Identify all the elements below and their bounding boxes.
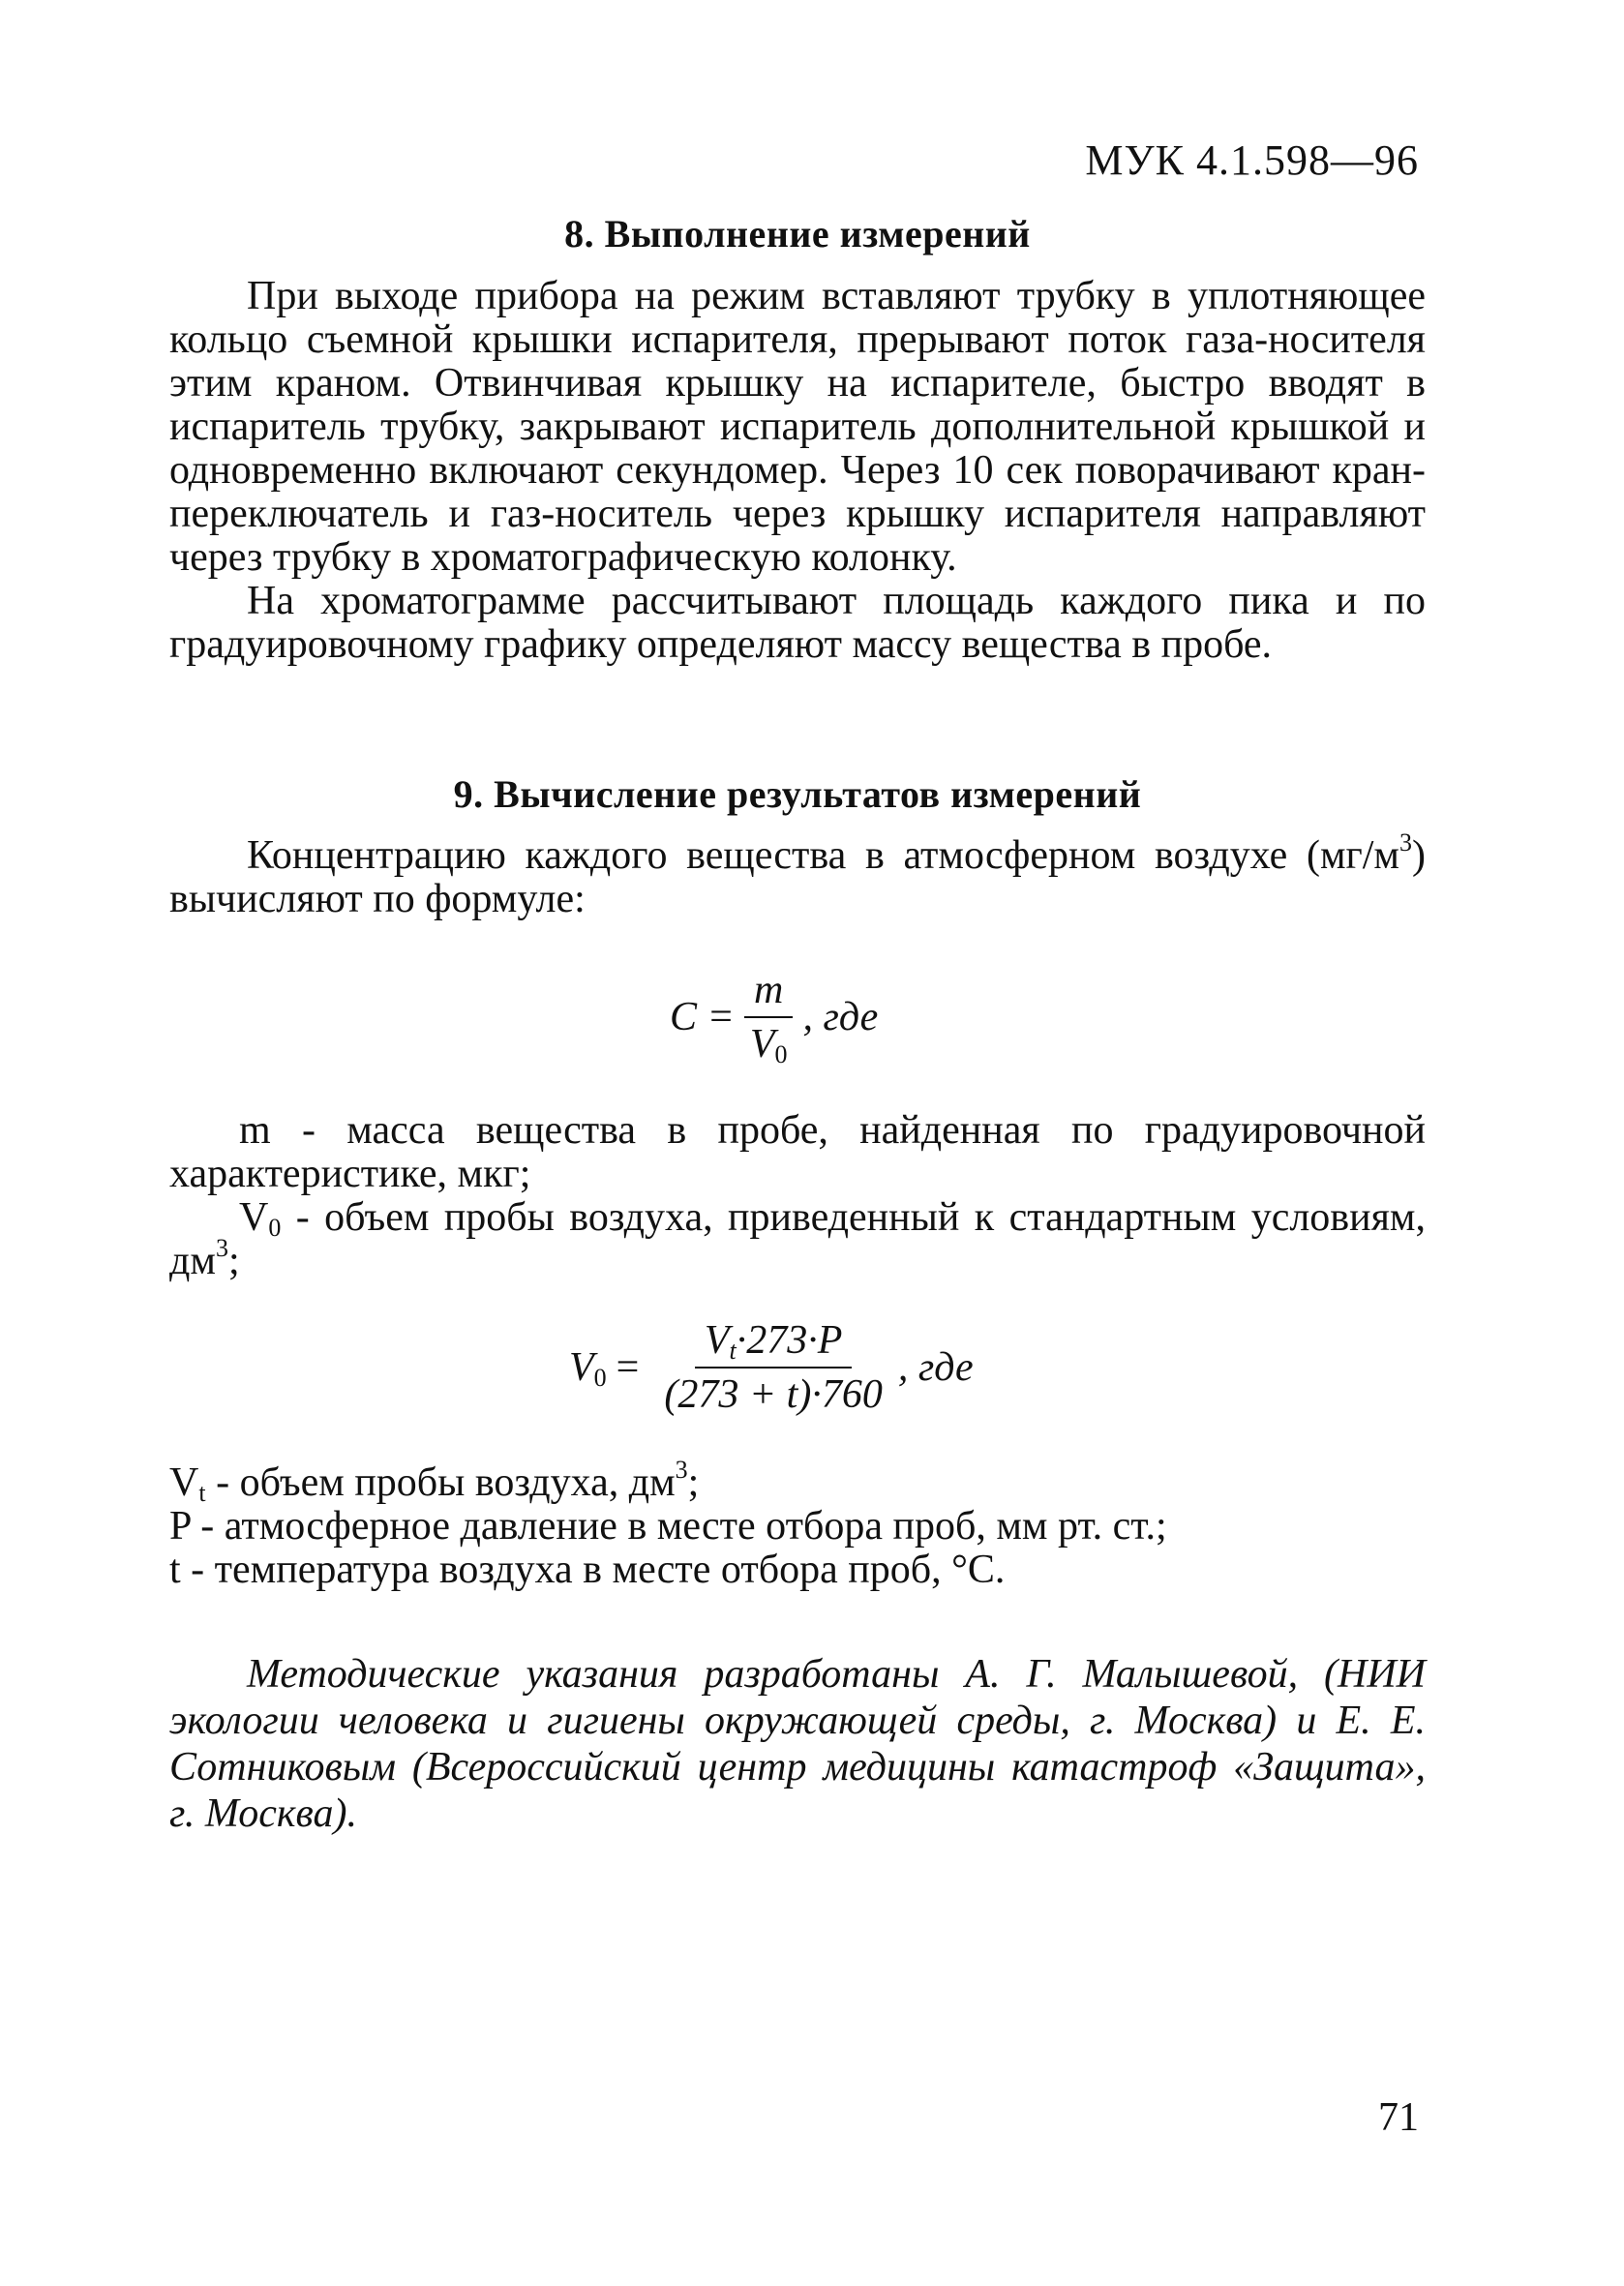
credit-block — [169, 1651, 1426, 1837]
formula-1-denominator: $V_0$ — [749, 1022, 788, 1068]
formula-1-tail: , где — [802, 995, 879, 1039]
definition-m: m - масса вещества в пробе, найденная по градуировочной характеристике, мкг; — [169, 1108, 1426, 1196]
formula-1-definitions — [169, 1109, 1426, 1283]
formula-1-lhs: C = — [670, 995, 735, 1039]
section-8-paragraph-1: При выходе прибора на режим вставляют трубку в уплотняющее кольцо съемной крышки испарителя, прерывают поток газа-носителя этим краном. Отвинчивая крышку на испарителе, быстро вводят в испаритель трубку, закрывают испаритель дополнительной крышкой и одновременно включают секундомер. Через 10 сек поворачивают кран-переключатель и газ-носитель через крышку испарителя направляют через трубку в хроматографическую колонку. — [169, 274, 1426, 580]
concentration-formula — [670, 968, 878, 1067]
section-9-heading: 9. Вычисление результатов измерений — [453, 772, 1142, 816]
section-8-heading: 8. Выполнение измерений — [564, 212, 1031, 256]
definition-vt: $V_t$ - объем пробы воздуха, $дм^3$; — [169, 1456, 700, 1507]
document-code: МУК 4.1.598—96 — [1085, 136, 1419, 184]
page-number: 71 — [1378, 2095, 1419, 2140]
definition-p: P - атмосферное давление в месте отбора проб, мм рт. ст.; — [169, 1504, 1167, 1549]
formula-2-numerator: $V_t\cdot 273\cdot P$ — [695, 1318, 853, 1369]
credit-text: Методические указания разработаны А. Г. Малышевой, (НИИ экологии человека и гигиены окружающей среды, г. Москва) и Е. Е. Сотниковым (Всероссийский центр медицины катастроф «Защита», г. Москва). — [169, 1652, 1426, 1836]
volume-formula — [569, 1318, 974, 1417]
section-9-intro — [169, 828, 1426, 921]
formula-2-tail: , где — [897, 1345, 974, 1390]
section-8-paragraph-2: На хроматограмме рассчитывают площадь каждого пика и по градуировочному графику определяют массу вещества в пробе. — [169, 579, 1426, 667]
section-9 — [169, 771, 1426, 817]
formula-2-lhs: $V_0$ — [569, 1345, 607, 1392]
formula-1-numerator: m — [744, 968, 793, 1018]
section-8-body — [169, 275, 1426, 667]
formula-2-denominator: (273 + t)·760 — [664, 1372, 883, 1417]
section-8 — [169, 211, 1426, 256]
formula-2-equals: = — [616, 1345, 640, 1390]
formula-1-fraction — [740, 968, 797, 1067]
definition-v0: $V_0$ - объем пробы воздуха, приведенный к стандартным условиям, $дм^3$; — [169, 1195, 1426, 1283]
definition-t: t - температура воздуха в месте отбора проб, °C. — [169, 1548, 1006, 1592]
formula-2-fraction — [654, 1318, 891, 1417]
concentration-intro: Концентрацию каждого вещества в атмосферном воздухе $(мг/м^3)$ вычисляют по формуле: — [169, 828, 1426, 921]
formula-2-definitions — [169, 1456, 1426, 1592]
